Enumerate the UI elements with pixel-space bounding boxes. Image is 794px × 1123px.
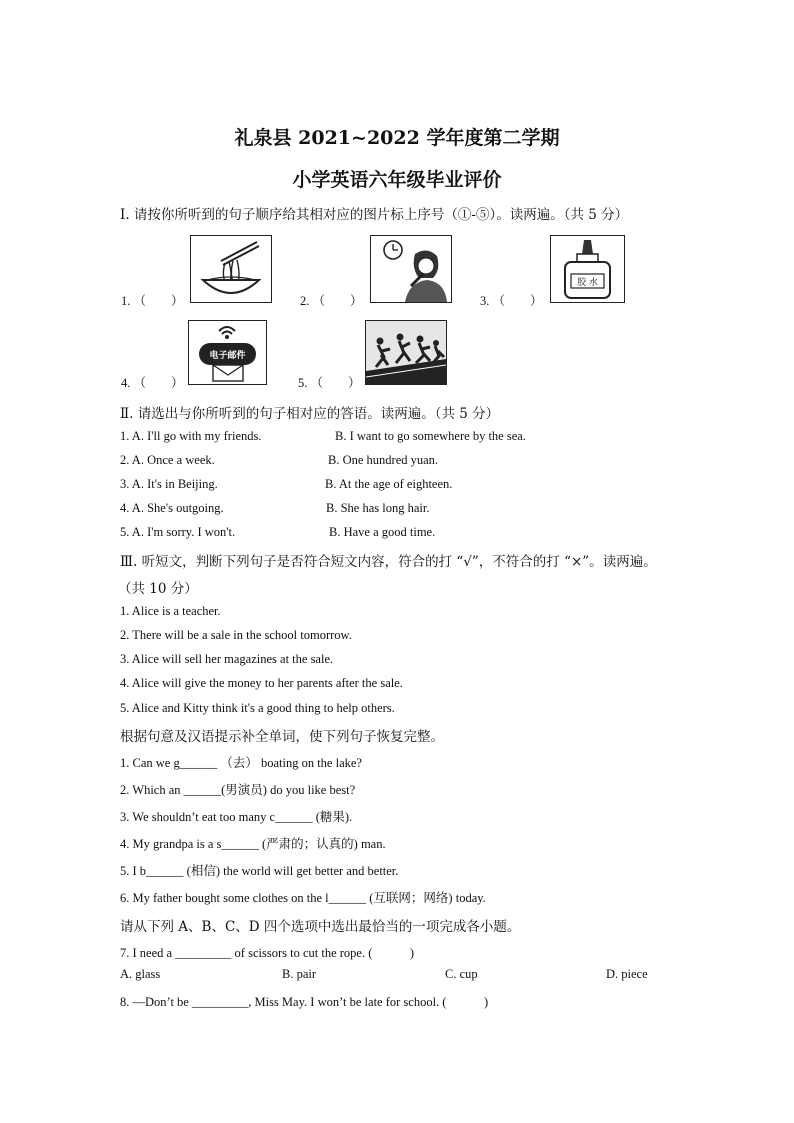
s4-sentence-6: 6. My father bought some clothes on the l______ (互联网；网络) today. [120,891,486,905]
glue-label: 胶 水 [577,278,598,288]
s2-q3-option-a: 3. A. It's in Beijing. [120,477,218,491]
section-1-heading: Ⅰ. 请按你所听到的句子顺序给其相对应的图片标上序号（①-⑤）。读两遍。（共 5 分） [120,207,629,223]
s2-q4-option-a: 4. A. She's outgoing. [120,501,224,515]
s2-q1-option-b: B. I want to go somewhere by the sea. [335,429,526,443]
exam-title: 礼泉县 2021~2022 学年度第二学期 [234,127,560,149]
item-3-answer: 3. （ ） [480,294,543,308]
item-2-answer: 2. （ ） [300,294,363,308]
section-5-heading: 请从下列 A、B、C、D 四个选项中选出最恰当的一项完成各小题。 [120,919,521,935]
s2-q5-option-b: B. Have a good time. [329,525,436,539]
q7-option-a: A. glass [120,967,161,981]
s3-statement-3: 3. Alice will sell her magazines at the sale. [120,652,334,666]
q7-option-d: D. piece [606,967,648,981]
q7-option-c: C. cup [445,967,478,981]
item-4-answer: 4. （ ） [121,376,184,390]
s4-sentence-1: 1. Can we g______ （去） boating on the lake? [120,756,362,770]
email-picture [188,320,267,385]
runners-picture [365,320,447,385]
s4-sentence-3: 3. We shouldn’t eat too many c______ (糖果). [120,810,353,824]
s4-sentence-5: 5. I b______ (相信) the world will get better and better. [120,864,399,878]
item-5-answer: 5. （ ） [298,376,361,390]
s2-q2-option-a: 2. A. Once a week. [120,453,215,467]
s2-q4-option-b: B. She has long hair. [326,501,430,515]
s2-q2-option-b: B. One hundred yuan. [328,453,439,467]
s3-statement-5: 5. Alice and Kitty think it's a good thing to help others. [120,701,395,715]
s3-statement-4: 4. Alice will give the money to her parents after the sale. [120,676,403,690]
s3-statement-1: 1. Alice is a teacher. [120,604,221,618]
section-4-heading: 根据句意及汉语提示补全单词，使下列句子恢复完整。 [120,729,444,745]
exam-subtitle: 小学英语六年级毕业评价 [292,169,502,191]
email-label: 电子邮件 [209,351,246,361]
noodles-picture [190,235,272,303]
s2-q1-option-a: 1. A. I'll go with my friends. [120,429,262,443]
item-1-answer: 1. （ ） [121,294,184,308]
section-3-score: （共 10 分） [118,581,198,597]
q7-option-b: B. pair [282,967,317,981]
s4-sentence-2: 2. Which an ______(男演员) do you like best? [120,783,356,797]
girl-clock-picture [370,235,452,303]
s2-q3-option-b: B. At the age of eighteen. [325,477,453,491]
section-3-heading: Ⅲ. 听短文，判断下列句子是否符合短文内容，符合的打 “√”，不符合的打 “×”。读两遍。 [120,554,657,570]
question-7: 7. I need a _________ of scissors to cut the rope. ( ) [120,946,415,960]
s4-sentence-4: 4. My grandpa is a s______ (严肃的；认真的) man. [120,837,386,851]
s3-statement-2: 2. There will be a sale in the school tomorrow. [120,628,352,642]
s2-q5-option-a: 5. A. I'm sorry. I won't. [120,525,236,539]
question-8: 8. —Don’t be _________, Miss May. I won’t be late for school. ( ) [120,995,489,1009]
section-2-heading: Ⅱ. 请选出与你所听到的句子相对应的答语。读两遍。（共 5 分） [120,406,500,422]
glue-picture [550,235,625,303]
